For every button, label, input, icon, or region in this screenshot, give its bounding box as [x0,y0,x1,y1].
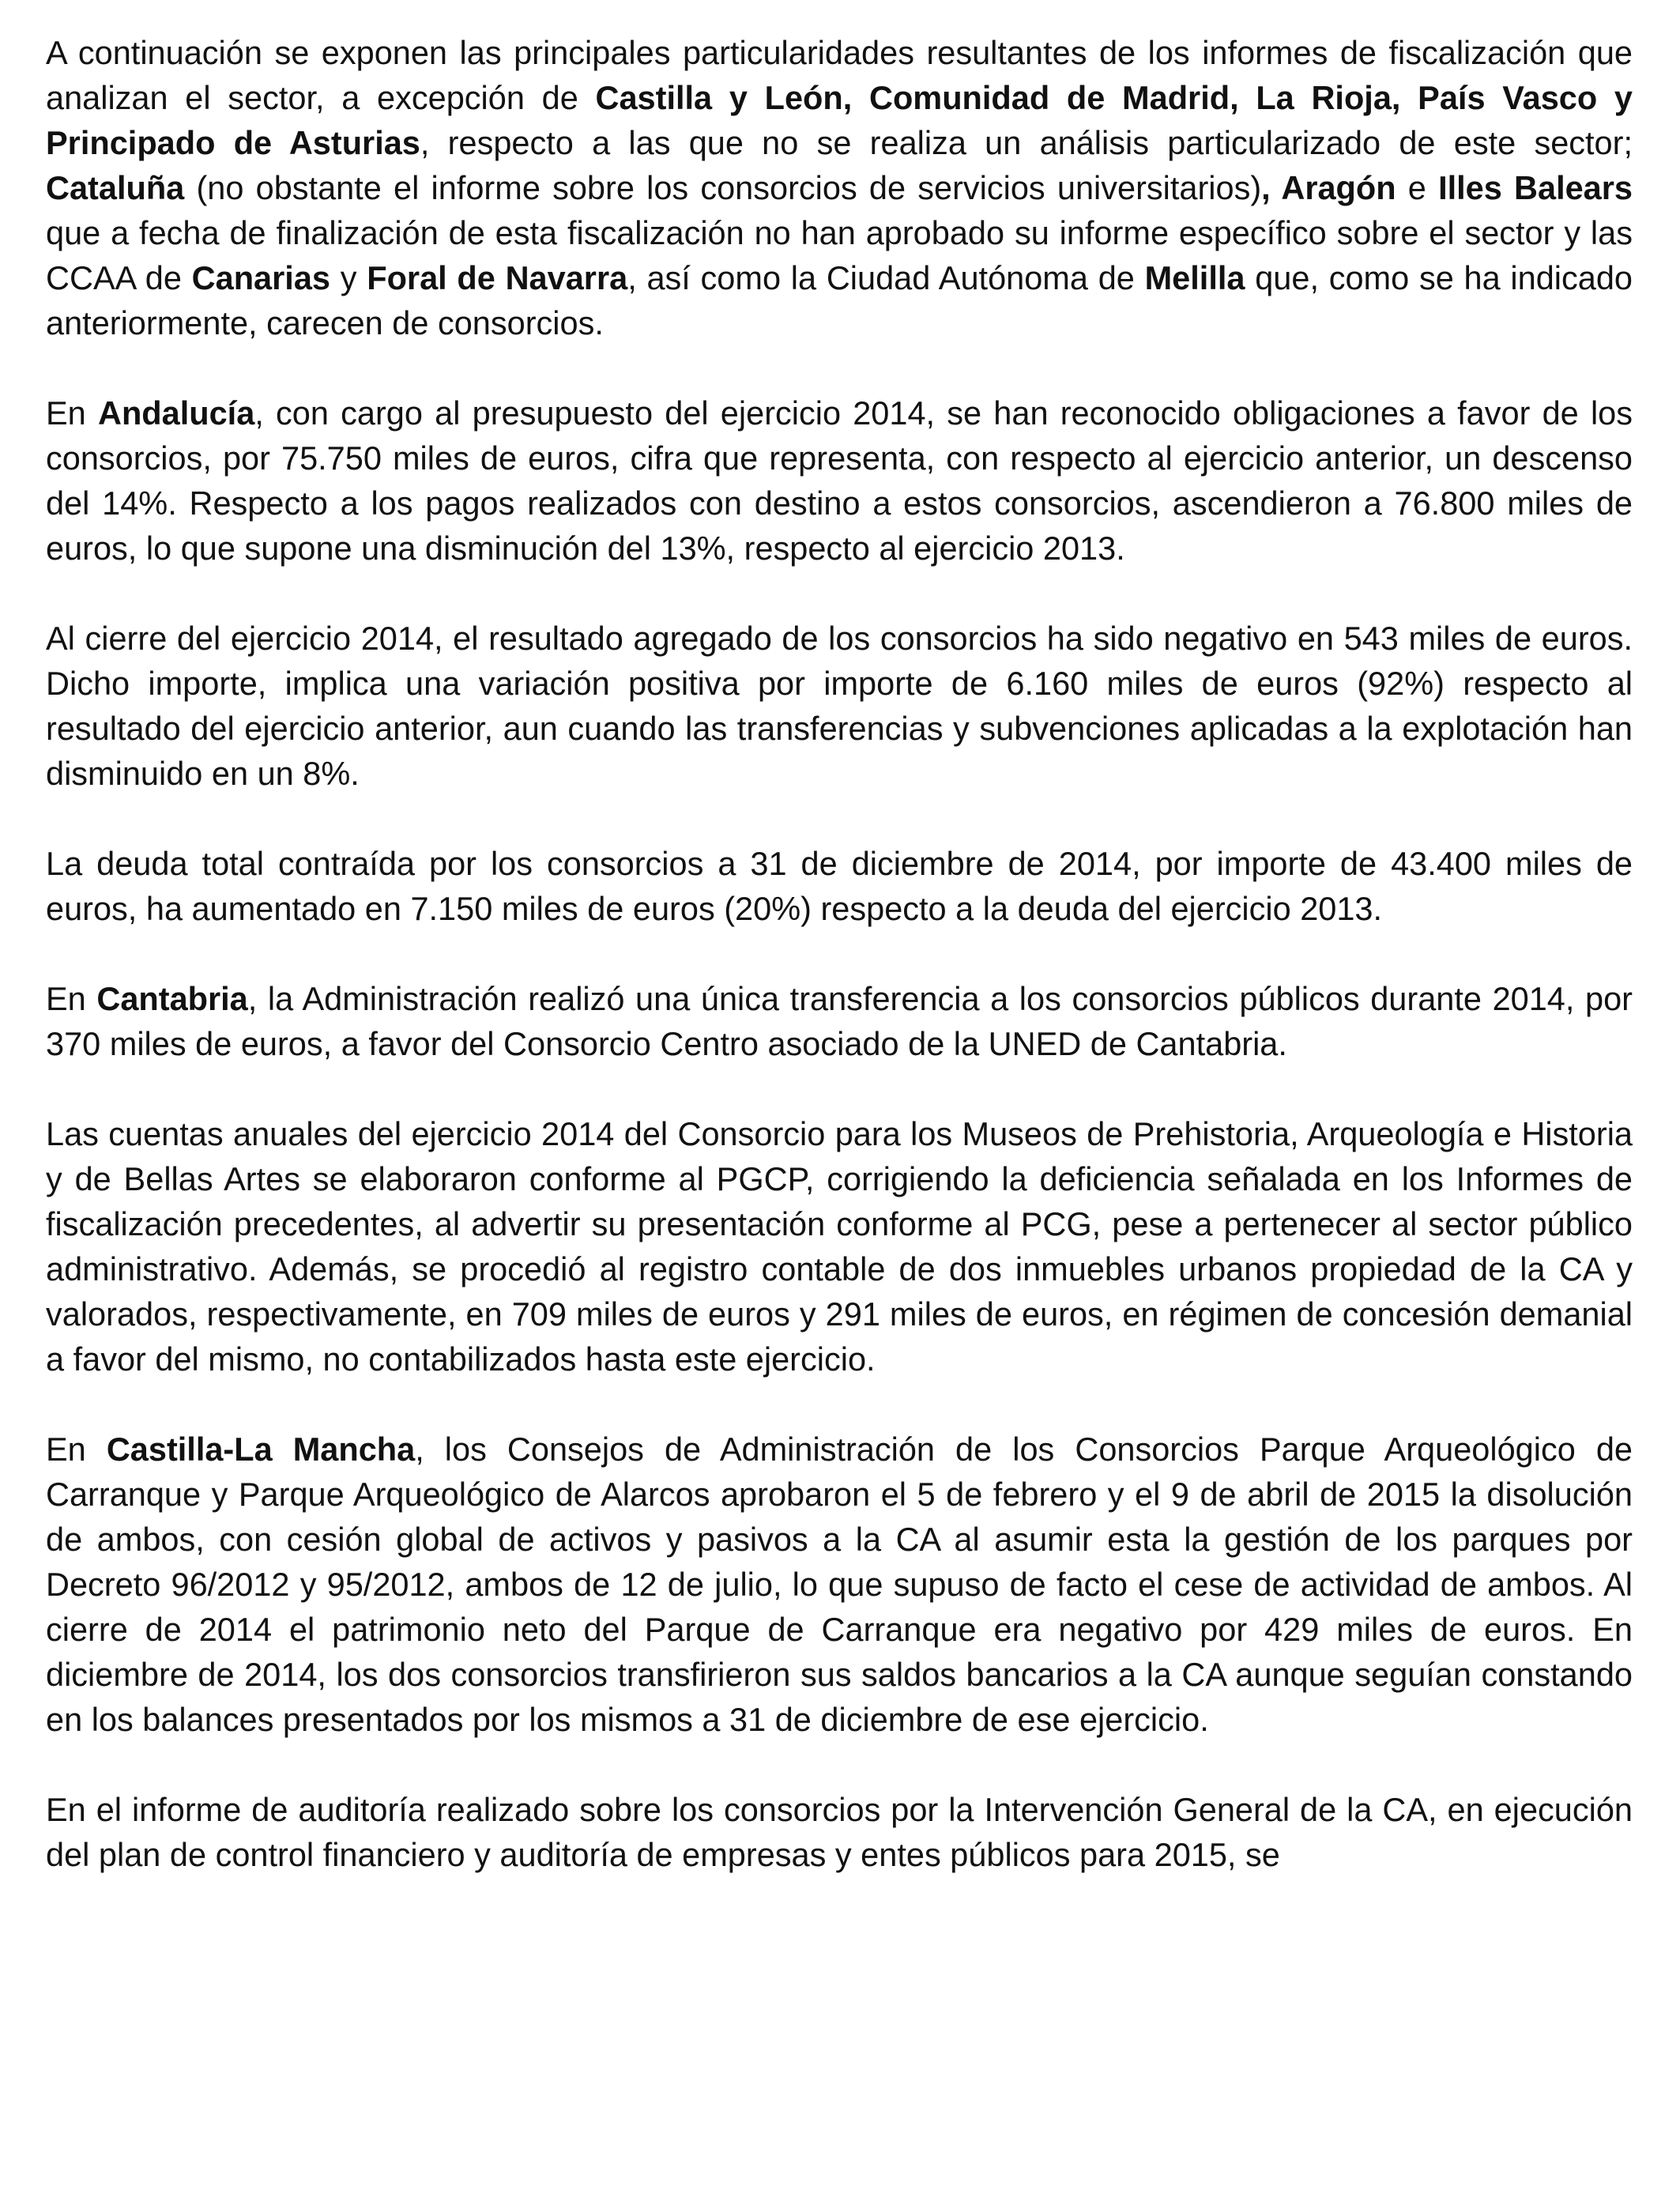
text-segment: que a fecha de finalización de esta fiscalización no han aprobado su informe específico sobre el sector y las CCAA de [46,214,1633,296]
paragraph-andalucia-deuda [46,841,1633,931]
paragraph-intro [46,30,1633,345]
text-segment: En [46,1431,107,1468]
bold-text-segment: Andalucía [97,394,255,432]
bold-text-segment: Illes Balears [1438,169,1633,206]
text-segment: La deuda total contraída por los consorcios a 31 de diciembre de 2014, por importe de 43.400 miles de euros, ha aumentado en 7.150 miles de euros (20%) respecto a la deuda del ejercicio 2013. [46,845,1633,927]
text-segment: y [330,259,367,296]
paragraph-castilla-la-mancha [46,1427,1633,1742]
text-segment: Al cierre del ejercicio 2014, el resultado agregado de los consorcios ha sido negativo en 543 miles de euros. Dicho importe, implica una variación positiva por importe de 6.160 miles de euros (92%) respecto al resultado del ejercicio anterior, aun cuando las transferencias y subvenciones aplicadas a la explotación han disminuido en un 8%. [46,620,1633,792]
text-segment: , los Consejos de Administración de los Consorcios Parque Arqueológico de Carranque y Parque Arqueológico de Alarcos aprobaron el 5 de febrero y el 9 de abril de 2015 la disolución de ambos, con cesión global de activos y pasivos a la CA al asumir esta la gestión de los parques por Decreto 96/2012 y 95/2012, ambos de 12 de julio, lo que supuso de facto el cese de actividad de ambos. Al cierre de 2014 el patrimonio neto del Parque de Carranque era negativo por 429 miles de euros. En diciembre de 2014, los dos consorcios transfirieron sus saldos bancarios a la CA aunque seguían constando en los balances presentados por los mismos a 31 de diciembre de ese ejercicio. [46,1431,1633,1738]
bold-text-segment: Cantabria [96,980,248,1017]
paragraph-cantabria-cuentas [46,1111,1633,1382]
text-segment: En el informe de auditoría realizado sobre los consorcios por la Intervención General de la CA, en ejecución del plan de control financiero y auditoría de empresas y entes públicos para 2015, se [46,1791,1633,1873]
text-segment: que, como se ha indicado anteriormente, carecen de consorcios. [46,259,1633,341]
bold-text-segment: Cataluña [46,169,185,206]
bold-text-segment: Castilla-La Mancha [106,1431,416,1468]
bold-text-segment: Castilla y León, Comunidad de Madrid, La Rioja, País Vasco y Principado de Asturias [46,79,1633,161]
text-segment: , con cargo al presupuesto del ejercicio 2014, se han reconocido obligaciones a favor de los consorcios, por 75.750 miles de euros, cifra que representa, con respecto al ejercicio anterior, un descenso del 14%. Respecto a los pagos realizados con destino a estos consorcios, ascendieron a 76.800 miles de euros, lo que supone una disminución del 13%, respecto al ejercicio 2013. [46,394,1633,567]
text-segment: En [46,394,98,432]
text-segment: , así como la Ciudad Autónoma de [627,259,1145,296]
paragraph-informe-auditoria [46,1787,1633,1877]
text-segment: A continuación se exponen las principales particularidades resultantes de los informes de fiscalización que analizan el sector, a excepción de [46,34,1633,116]
text-segment: (no obstante el informe sobre los consorcios de servicios universitarios) [184,169,1262,206]
text-segment: e [1396,169,1439,206]
text-segment: Las cuentas anuales del ejercicio 2014 del Consorcio para los Museos de Prehistoria, Arqueología e Historia y de Bellas Artes se elaboraron conforme al PGCP, corrigiendo la deficiencia señalada en los Informes de fiscalización precedentes, al advertir su presentación conforme al PCG, pese a pertenecer al sector público administrativo. Además, se procedió al registro contable de dos inmuebles urbanos propiedad de la CA y valorados, respectivamente, en 709 miles de euros y 291 miles de euros, en régimen de concesión demanial a favor del mismo, no contabilizados hasta este ejercicio. [46,1115,1633,1378]
text-segment: , la Administración realizó una única transferencia a los consorcios públicos durante 2014, por 370 miles de euros, a favor del Consorcio Centro asociado de la UNED de Cantabria. [46,980,1633,1062]
text-segment: En [46,980,97,1017]
paragraph-cantabria-transferencia [46,976,1633,1066]
document-body [46,30,1633,1877]
paragraph-andalucia-resultado [46,616,1633,796]
bold-text-segment: Melilla [1144,259,1245,296]
bold-text-segment: , Aragón [1261,169,1396,206]
bold-text-segment: Canarias [191,259,330,296]
bold-text-segment: Foral de Navarra [367,259,628,296]
text-segment: , respecto a las que no se realiza un análisis particularizado de este sector; [420,124,1633,161]
paragraph-andalucia-obligaciones [46,390,1633,571]
